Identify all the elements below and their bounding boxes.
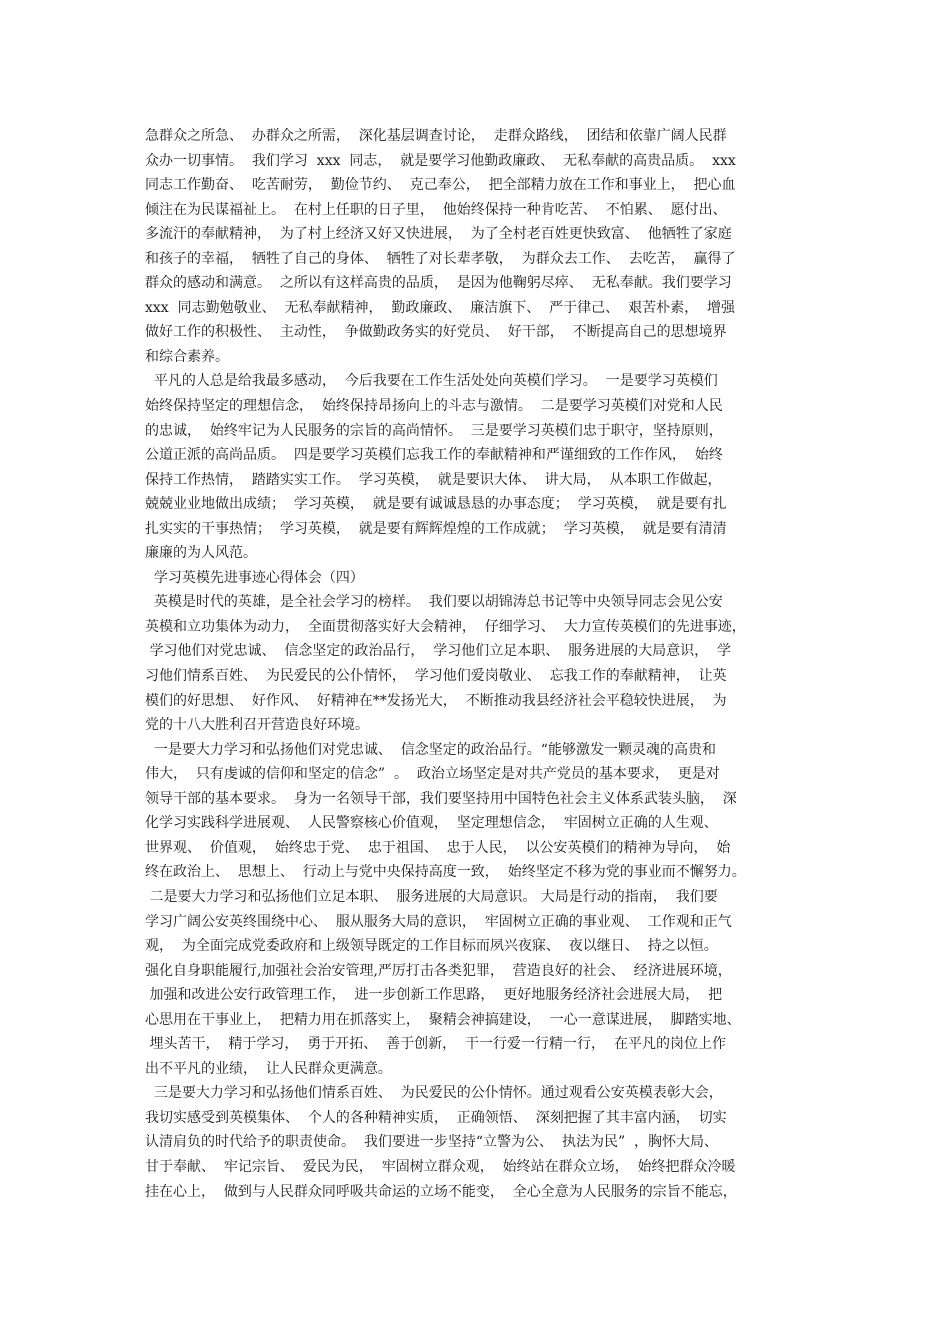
text-line: 英模和立功集体为动力， 全面贯彻落实好大会精神， 仔细学习、 大力宣传英模们的先进事迹， xyxy=(145,618,746,635)
text-line: 加强和改进公安行政管理工作， 进一步创新工作思路， 更好地服务经济社会进展大局， 把 xyxy=(145,987,723,1004)
text-line: 甘于奉献、 牢记宗旨、 爱民为民， 牢固树立群众观， 始终站在群众立场， 始终把群众冷暖 xyxy=(145,1158,736,1175)
text-line: 一是要大力学习和弘扬他们对党忠诚、 信念坚定的政治品行。“能够激发一颗灵魂的高贵和 xyxy=(145,741,716,758)
text-line: 化学习实践科学进展观、 人民警察核心价值观， 坚定理想信念， 牢固树立正确的人生观、 xyxy=(145,815,718,832)
text-line: 出不平凡的业绩， 让人民群众更满意。 xyxy=(145,1060,392,1077)
text-line: 做好工作的积极性、 主动性， 争做勤政务实的好党员、 好干部， 不断提高自己的思想境界 xyxy=(145,324,727,341)
text-line: 伟大， 只有虔诚的信仰和坚定的信念” 。 政治立场坚定是对共产党员的基本要求， 更是对 xyxy=(145,766,720,783)
text-line: 学习英模先进事迹心得体会（四） xyxy=(145,569,364,586)
text-line: 群众的感动和满意。 之所以有这样高贵的品质， 是因为他鞠躬尽瘁、 无私奉献。我们要学习 xyxy=(145,275,732,292)
text-line: 习他们情系百姓、 为民爱民的公仆情怀， 学习他们爱岗敬业、 忘我工作的奉献精神， 让英 xyxy=(145,668,727,685)
text-line: 始终保持坚定的理想信念， 始终保持昂扬向上的斗志与激情。 二是要学习英模们对党和人民 xyxy=(145,398,723,415)
text-line: 世界观、 价值观， 始终忠于党、 忠于祖国、 忠于人民， 以公安英模们的精神为导向， 始 xyxy=(145,839,731,856)
text-line: 学习他们对党忠诚、 信念坚定的政治品行， 学习他们立足本职、 服务进展的大局意识， 学 xyxy=(145,643,732,660)
text-line: 心思用在干事业上， 把精力用在抓落实上， 聚精会神搞建设， 一心一意谋进展， 脚踏实地、 xyxy=(145,1011,741,1028)
text-line: 公道正派的高尚品质。 四是要学习英模们忘我工作的奉献精神和严谨细致的工作作风， 始终 xyxy=(145,447,723,464)
text-line: 观， 为全面完成党委政府和上级领导既定的工作目标而夙兴夜寐、 夜以继日、 持之以恒。 xyxy=(145,938,718,955)
text-line: 同志工作勤奋、 吃苦耐劳， 勤俭节约、 克己奉公， 把全部精力放在工作和事业上， 把心血 xyxy=(145,177,736,194)
text-line: 多流汗的奉献精神， 为了村上经济又好又快进展， 为了全村老百姓更快致富、 他牺牲了家庭 xyxy=(145,226,732,243)
text-line: 学习广阔公安英终围绕中心、 服从服务大局的意识， 牢固树立正确的事业观、 工作观和正气 xyxy=(145,913,732,930)
text-line: 保持工作热情， 踏踏实实工作。 学习英模， 就是要识大体、 讲大局， 从本职工作做起， xyxy=(145,471,722,488)
text-line: 的忠诚， 始终牢记为人民服务的宗旨的高尚情怀。 三是要学习英模们忠于职守，坚持原则， xyxy=(145,422,723,439)
text-line: 扎实实的干事热情； 学习英模， 就是要有辉辉煌煌的工作成就； 学习英模， 就是要有清清 xyxy=(145,520,727,537)
text-line: 强化自身职能履行,加强社会治安管理,严厉打击各类犯罪， 营造良好的社会、 经济进展环境， xyxy=(145,962,732,979)
text-line: 众办一切事情。 我们学习 xxx 同志， 就是要学习他勤政廉政、 无私奉献的高贵品质。 xxx xyxy=(145,152,736,169)
text-line: 平凡的人总是给我最多感动， 今后我要在工作生活处处向英模们学习。 一是要学习英模们 xyxy=(145,373,718,390)
text-line: xxx 同志勤勉敬业、 无私奉献精神， 勤政廉政、 廉洁旗下、 严于律己、 艰苦朴素， 增强 xyxy=(145,299,735,316)
text-line: 二是要大力学习和弘扬他们立足本职、 服务进展的大局意识。 大局是行动的指南， 我们要 xyxy=(145,888,718,905)
text-line: 和孩子的幸福， 牺牲了自己的身体、 牺牲了对长辈孝敬， 为群众去工作、 去吃苦， 赢得了 xyxy=(145,250,736,267)
text-line: 三是要大力学习和弘扬他们情系百姓、 为民爱民的公仆情怀。通过观看公安英模表彰大会， xyxy=(145,1085,723,1102)
text-line: 党的十八大胜利召开营造良好环境。 xyxy=(145,717,369,734)
text-line: 倾注在为民谋福祉上。 在村上任职的日子里， 他始终保持一种肯吃苦、 不怕累、 愿付出、 xyxy=(145,201,727,218)
text-line: 埋头苦干， 精于学习， 勇于开拓、 善于创新， 干一行爱一行精一行， 在平凡的岗位上作 xyxy=(145,1036,726,1053)
text-line: 挂在心上， 做到与人民群众同呼吸共命运的立场不能变， 全心全意为人民服务的宗旨不能忘， xyxy=(145,1183,737,1200)
text-line: 认清肩负的时代给予的职责使命。 我们要进一步坚持“立警为公、 执法为民” ，胸怀大局、 xyxy=(145,1134,719,1151)
text-line: 和综合素养。 xyxy=(145,348,229,365)
text-line: 英模是时代的英雄，是全社会学习的榜样。 我们要以胡锦涛总书记等中央领导同志会见公安 xyxy=(145,594,723,611)
text-line: 兢兢业业地做出成绩； 学习英模， 就是要有诚诚恳恳的办事态度； 学习英模， 就是要有扎 xyxy=(145,496,727,513)
text-line: 模们的好思想、 好作风、 好精神在**发扬光大， 不断推动我县经济社会平稳较快进展， 为 xyxy=(145,692,727,709)
text-line: 急群众之所急、 办群众之所需， 深化基层调查讨论， 走群众路线， 团结和依靠广阔人民群 xyxy=(145,128,727,144)
text-line: 廉廉的为人风范。 xyxy=(145,545,257,562)
document-body xyxy=(145,124,825,1204)
text-line: 领导干部的基本要求。 身为一名领导干部，我们要坚持用中国特色社会主义体系武装头脑， 深 xyxy=(145,790,737,807)
text-line: 终在政治上、 思想上、 行动上与党中央保持高度一致， 始终坚定不移为党的事业而不懈努力。 xyxy=(145,864,746,881)
text-line: 我切实感受到英模集体、 个人的各种精神实质， 正确领悟、 深刻把握了其丰富内涵， 切实 xyxy=(145,1109,727,1126)
